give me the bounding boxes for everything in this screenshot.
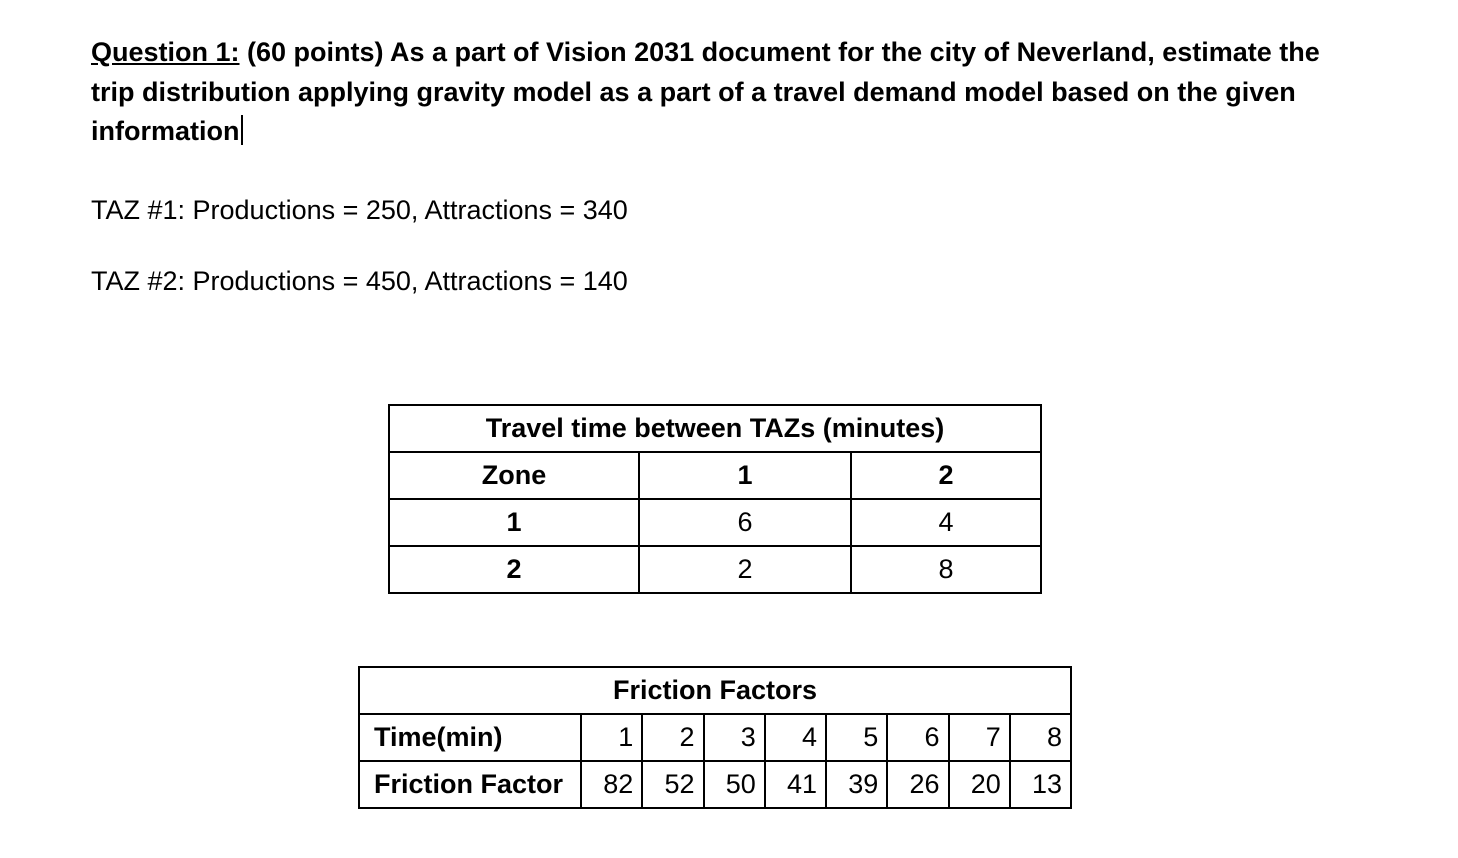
time-2-2: 8 bbox=[851, 546, 1041, 593]
time-cell: 6 bbox=[887, 714, 948, 761]
friction-title: Friction Factors bbox=[359, 667, 1071, 714]
time-1-2: 4 bbox=[851, 499, 1041, 546]
time-cell: 4 bbox=[765, 714, 826, 761]
table-row bbox=[389, 546, 1041, 593]
zone-2-header: 2 bbox=[851, 452, 1041, 499]
table-row bbox=[359, 714, 1071, 761]
taz-1-info: TAZ #1: Productions = 250, Attractions = 340 bbox=[91, 195, 628, 225]
time-cell: 1 bbox=[581, 714, 642, 761]
factor-cell: 52 bbox=[642, 761, 703, 808]
text-cursor bbox=[241, 115, 243, 145]
zone-header: Zone bbox=[389, 452, 639, 499]
question-label: Question 1: bbox=[91, 37, 240, 67]
time-cell: 2 bbox=[642, 714, 703, 761]
row-zone-1: 1 bbox=[389, 499, 639, 546]
table-row bbox=[359, 761, 1071, 808]
friction-factors-table bbox=[358, 666, 1072, 809]
factor-cell: 41 bbox=[765, 761, 826, 808]
factor-cell: 26 bbox=[887, 761, 948, 808]
taz-2-info: TAZ #2: Productions = 450, Attractions = 140 bbox=[91, 266, 628, 296]
time-cell: 8 bbox=[1010, 714, 1071, 761]
factor-cell: 82 bbox=[581, 761, 642, 808]
row-zone-2: 2 bbox=[389, 546, 639, 593]
travel-time-table bbox=[388, 404, 1042, 594]
question-text bbox=[91, 33, 1351, 152]
time-1-1: 6 bbox=[639, 499, 851, 546]
factor-cell: 20 bbox=[949, 761, 1010, 808]
factor-cell: 39 bbox=[826, 761, 887, 808]
travel-time-title: Travel time between TAZs (minutes) bbox=[389, 405, 1041, 452]
time-cell: 5 bbox=[826, 714, 887, 761]
zone-1-header: 1 bbox=[639, 452, 851, 499]
time-cell: 7 bbox=[949, 714, 1010, 761]
question-body: (60 points) As a part of Vision 2031 document for the city of Neverland, estimate the trip distribution applying gravity model as a part of a travel demand model based on the given information bbox=[91, 37, 1320, 146]
time-cell: 3 bbox=[704, 714, 765, 761]
factor-cell: 50 bbox=[704, 761, 765, 808]
factor-cell: 13 bbox=[1010, 761, 1071, 808]
table-row bbox=[389, 499, 1041, 546]
time-label: Time(min) bbox=[359, 714, 581, 761]
friction-factor-label: Friction Factor bbox=[359, 761, 581, 808]
time-2-1: 2 bbox=[639, 546, 851, 593]
